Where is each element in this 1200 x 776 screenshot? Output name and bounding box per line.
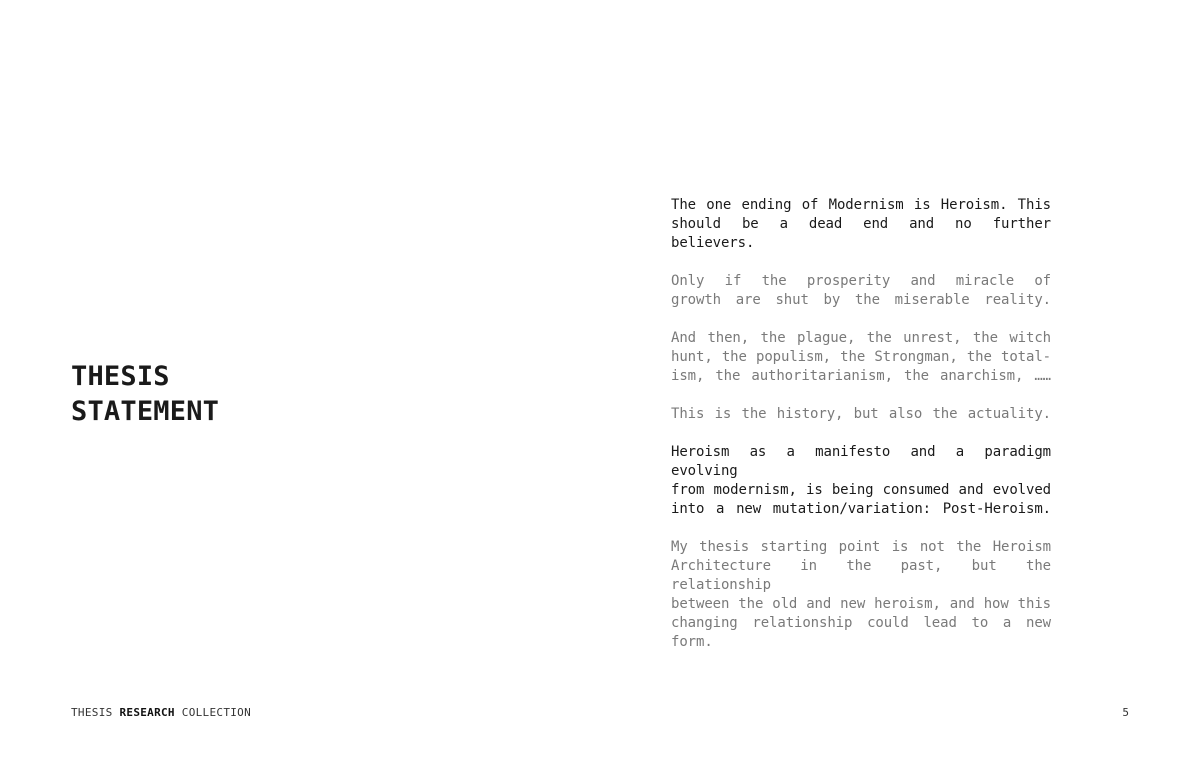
page-number: 5	[1122, 706, 1129, 719]
footer-thesis: THESIS	[71, 706, 120, 719]
paragraph-line: growth are shut by the miserable reality.	[671, 292, 1051, 308]
paragraph-line: changing relationship could lead to a new form.	[671, 615, 1051, 650]
paragraph-4	[671, 405, 1051, 424]
thesis-body	[671, 196, 1051, 671]
footer-research: RESEARCH	[119, 706, 175, 719]
paragraph-line: This is the history, but also the actuality.	[671, 406, 1051, 422]
paragraph-line: Heroism as a manifesto and a paradigm evolving	[671, 444, 1051, 479]
paragraph-6	[671, 538, 1051, 652]
footer-collection: COLLECTION	[174, 706, 252, 719]
paragraph-line: should be a dead end and no further believers.	[671, 216, 1051, 251]
paragraph-1	[671, 196, 1051, 253]
paragraph-line: My thesis starting point is not the Heroism	[671, 539, 1051, 555]
page-title-line-1: THESIS	[71, 361, 170, 392]
paragraph-line: from modernism, is being consumed and evolved	[671, 482, 1051, 498]
paragraph-5	[671, 443, 1051, 519]
page-title	[71, 359, 219, 429]
paragraph-line: The one ending of Modernism is Heroism. This	[671, 197, 1051, 213]
paragraph-line: And then, the plague, the unrest, the witch	[671, 330, 1051, 346]
paragraph-line: Only if the prosperity and miracle of	[671, 273, 1051, 289]
paragraph-line: between the old and new heroism, and how this	[671, 596, 1051, 612]
paragraph-line: ism, the authoritarianism, the anarchism, ……	[671, 368, 1051, 384]
paragraph-line: hunt, the populism, the Strongman, the total-	[671, 349, 1051, 365]
paragraph-3	[671, 329, 1051, 386]
paragraph-2	[671, 272, 1051, 310]
paragraph-line: Architecture in the past, but the relationship	[671, 558, 1051, 593]
page-title-line-2: STATEMENT	[71, 396, 220, 427]
footer-collection-title	[71, 706, 251, 719]
paragraph-line: into a new mutation/variation: Post-Heroism.	[671, 501, 1051, 517]
